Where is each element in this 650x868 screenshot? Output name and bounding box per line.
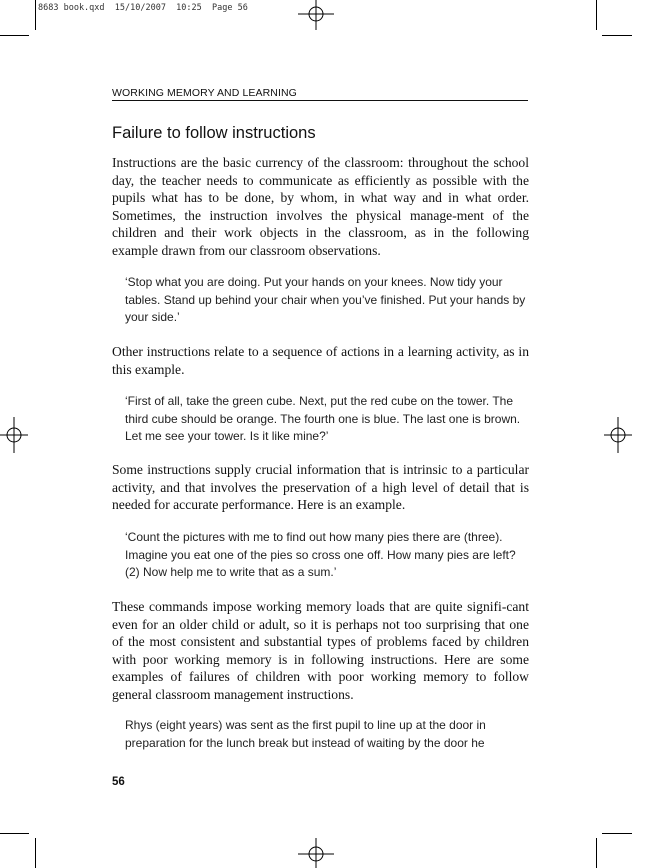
page-number: 56 — [112, 776, 125, 788]
crop-mark-bottom-left-horizontal — [0, 833, 29, 834]
section-heading: Failure to follow instructions — [112, 124, 316, 142]
registration-mark-icon — [0, 417, 28, 453]
crop-mark-top-left-vertical — [35, 0, 36, 30]
crop-mark-top-left-horizontal — [0, 35, 29, 36]
body-paragraph: These commands impose working memory loads that are quite signifi-cant even for an older child or adult, so it is perhaps not too surprising that one of the most consistent and substantial types of problems faced by children with poor working memory is in following instructions. Here are some examples of failures of children with poor working memory to follow general classroom management instructions. — [112, 599, 529, 702]
body-paragraph: Instructions are the basic currency of the classroom: throughout the school day, the teacher needs to communicate as efficiently as possible with the pupils what has to be done, by whom, in what way and in what order. Sometimes, the instruction involves the physical manage-ment of the children and their work objects in the classroom, as in the following example drawn from our classroom observations. — [112, 155, 529, 258]
running-head: WORKING MEMORY AND LEARNING — [112, 87, 297, 99]
crop-mark-bottom-right-horizontal — [602, 833, 632, 834]
example-quote: ‘Count the pictures with me to find out how many pies there are (three). Imagine you eat one of the pies so cross one off. How many pies are left?(2) Now help me to write that as a sum.’ — [125, 530, 516, 580]
print-slug: 8683 book.qxd 15/10/2007 10:25 Page 56 — [38, 3, 248, 13]
running-head-rule — [112, 100, 528, 101]
registration-mark-icon — [604, 417, 632, 453]
crop-mark-bottom-left-vertical — [35, 838, 36, 868]
example-quote: ‘First of all, take the green cube. Next, put the red cube on the tower. The third cube should be orange. The fourth one is blue. The last one is brown. Let me see your tower. Is it like mine?’ — [125, 394, 521, 444]
registration-mark-icon — [298, 838, 334, 868]
body-paragraph: Some instructions supply crucial information that is intrinsic to a particular activity, and that involves the preservation of a high level of detail that is needed for accurate performance. Here is an example. — [112, 462, 529, 513]
crop-mark-top-right-vertical — [596, 0, 597, 30]
example-quote: ‘Stop what you are doing. Put your hands on your knees. Now tidy your tables. Stand up behind your chair when you’ve finished. Put your hands by your side.’ — [125, 275, 526, 325]
body-paragraph: Other instructions relate to a sequence of actions in a learning activity, as in this example. — [112, 344, 529, 377]
registration-mark-icon — [298, 0, 334, 30]
crop-mark-bottom-right-vertical — [596, 838, 597, 868]
crop-mark-top-right-horizontal — [602, 35, 632, 36]
example-quote: Rhys (eight years) was sent as the first pupil to line up at the door in preparation for the lunch break but instead of waiting by the door he — [125, 718, 486, 750]
